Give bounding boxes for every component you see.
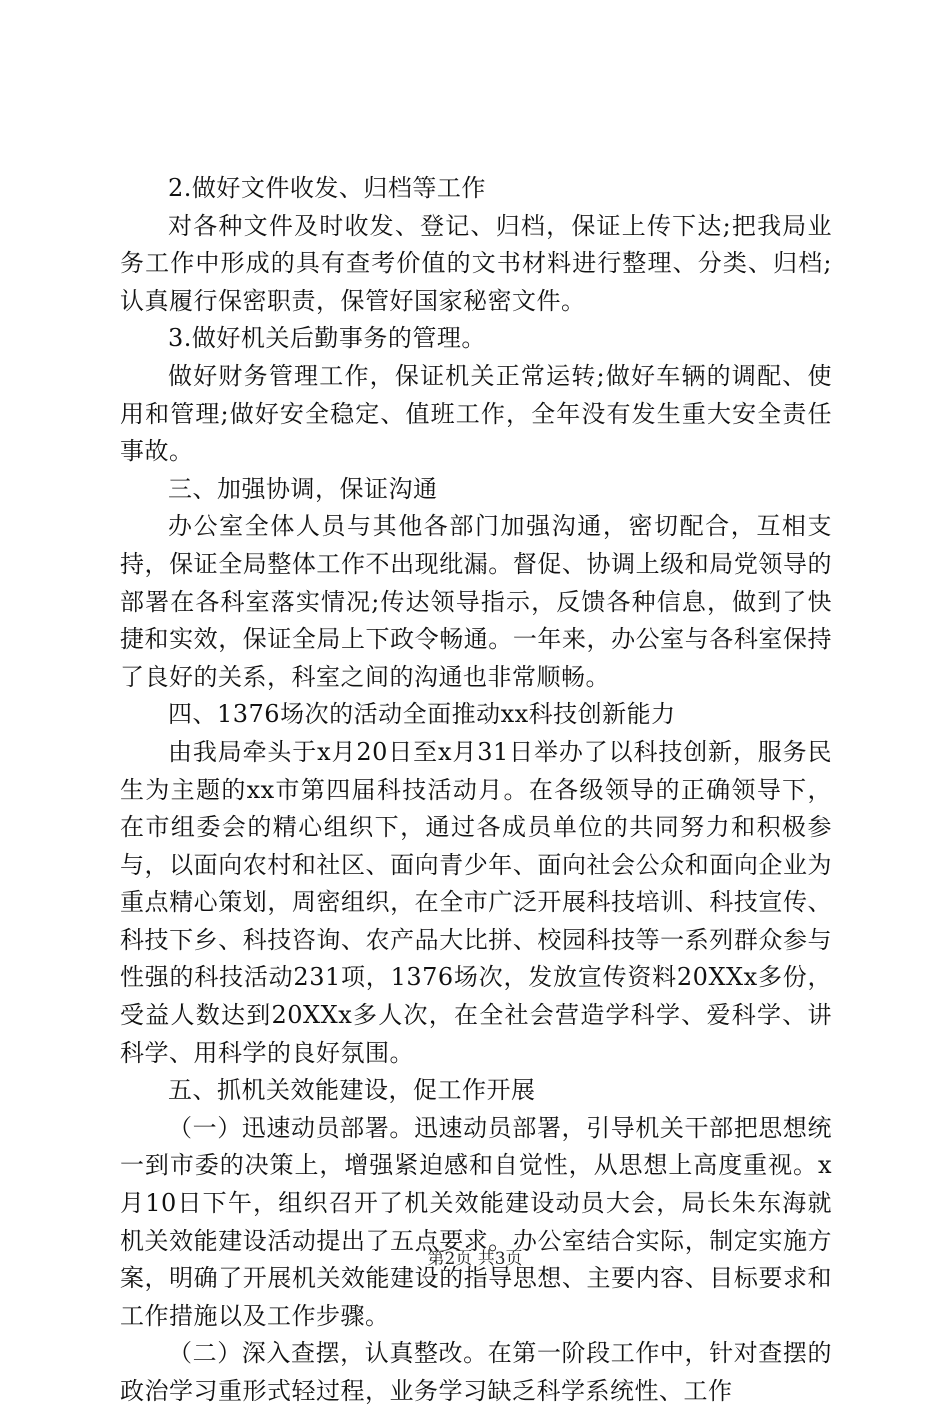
section-heading: 五、抓机关效能建设，促工作开展 xyxy=(168,1076,536,1105)
document-body xyxy=(120,170,832,1411)
page-number-footer: 第2页 共3页 xyxy=(427,1249,523,1269)
section-heading: 三、加强协调，保证沟通 xyxy=(168,474,438,503)
body-paragraph: 对各种文件及时收发、登记、归档，保证上传下达;把我局业务工作中形成的具有查考价值的文书材料进行整理、分类、归档;认真履行保密职责，保管好国家秘密文件。 xyxy=(120,211,832,315)
body-paragraph: （一）迅速动员部署。迅速动员部署，引导机关干部把思想统一到市委的决策上，增强紧迫感和自觉性，从思想上高度重视。x月10日下午，组织召开了机关效能建设动员大会，局长朱东海就机关效能建设活动提出了五点要求。办公室结合实际，制定实施方案，明确了开展机关效能建设的指导思想、主要内容、目标要求和工作措施以及工作步骤。 xyxy=(120,1113,832,1330)
section-heading: 四、1376场次的活动全面推动xx科技创新能力 xyxy=(168,700,676,729)
section-heading: 3.做好机关后勤事务的管理。 xyxy=(168,324,486,353)
section-heading: 2.做好文件收发、归档等工作 xyxy=(168,174,486,202)
body-paragraph: （二）深入查摆，认真整改。在第一阶段工作中，针对查摆的政治学习重形式轻过程，业务学习缺乏科学系统性、工作 xyxy=(120,1339,832,1405)
body-paragraph: 由我局牵头于x月20日至x月31日举办了以科技创新，服务民生为主题的xx市第四届科技活动月。在各级领导的正确领导下，在市组委会的精心组织下，通过各成员单位的共同努力和积极参与，以面向农村和社区、面向青少年、面向社会公众和面向企业为重点精心策划，周密组织，在全市广泛开展科技培训、科技宣传、科技下乡、科技咨询、农产品大比拼、校园科技等一系列群众参与性强的科技活动231项，1376场次，发放宣传资料20XXx多份，受益人数达到20XXx多人次，在全社会营造学科学、爱科学、讲科学、用科学的良好氛围。 xyxy=(120,737,832,1067)
body-paragraph: 办公室全体人员与其他各部门加强沟通，密切配合，互相支持，保证全局整体工作不出现纰漏。督促、协调上级和局党领导的部署在各科室落实情况;传达领导指示，反馈各种信息，做到了快捷和实效，保证全局上下政令畅通。一年来，办公室与各科室保持了良好的关系，科室之间的沟通也非常顺畅。 xyxy=(120,512,832,691)
body-paragraph: 做好财务管理工作，保证机关正常运转;做好车辆的调配、使用和管理;做好安全稳定、值班工作，全年没有发生重大安全责任事故。 xyxy=(120,361,832,466)
